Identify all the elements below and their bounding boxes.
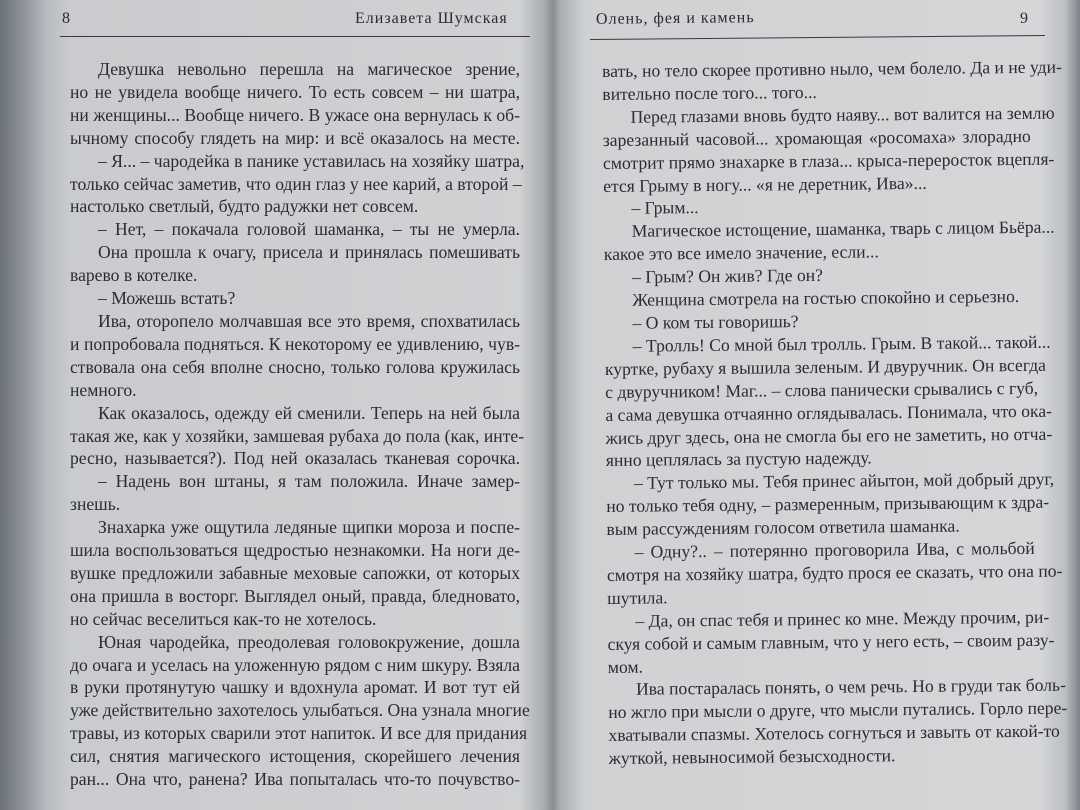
text-line: и попробовала подняться. К некоторому ее удивлению, чув-: [70, 333, 520, 354]
text-line: Знахарка уже ощутила ледяные щипки мороза и поспе-: [98, 517, 520, 538]
text-line: вушке предложили забавные меховые сапожки, от которых: [70, 562, 520, 583]
text-line: – Грым...: [631, 197, 699, 219]
text-line: но только тебя одну, – размеренным, призывающим к здра-: [606, 491, 1050, 517]
text-line: Как оказалось, одежду ей сменили. Теперь на ней была: [98, 402, 520, 423]
text-line: – Тролль! Со мной был тролль. Грым. В такой... такой...: [632, 331, 1051, 356]
text-line: сил, снятия магического истощения, скорейшего лечения: [70, 746, 520, 767]
text-line: жись друг здесь, она не смогла бы его не заметить, но отча-: [605, 423, 1053, 448]
text-line: с двуручником! Маг... – слова панически срывались с губ,: [605, 377, 1039, 402]
text-line: Она прошла к очагу, присела и принялась помешивать: [98, 242, 520, 263]
text-line: – Одну?.. – потерянно проговорила Ива, с мольбой: [634, 537, 1035, 562]
text-line: но сейчас веселиться как-то не хотелось.: [70, 608, 377, 629]
text-line: немного.: [70, 379, 137, 400]
text-line: Юная чародейка, преодолевая головокружение, дошла: [98, 631, 520, 652]
text-line: шутила.: [607, 587, 668, 608]
text-line: зарезанный часовой... хромающая «росомаха» злорадно: [602, 125, 1031, 150]
text-line: ется Грыму в ногу... «я не деретник, Ива»...: [603, 172, 927, 196]
text-line: – Надень вон штаны, я там положила. Иначе замер-: [98, 471, 520, 492]
text-line: скуя собой и самым главным, что у него есть, – своим разу-: [607, 629, 1055, 654]
text-line: но не увидела вообще ничего. То есть совсем – ни шатра,: [70, 81, 520, 102]
text-line: шила воспользоваться щедростью незнакомки. На ноги де-: [70, 540, 520, 561]
text-line: – Тут только мы. Тебя принес айытон, мой добрый друг,: [633, 468, 1055, 494]
right-page-text: [602, 56, 1068, 770]
right-running-head: Олень, фея и камень: [595, 9, 755, 28]
text-line: куртке, рубаху я вышила зеленым. И двуручник. Он всегда: [604, 354, 1047, 379]
text-line: ран... Она что, ранена? Ива попыталась что-то почувство-: [70, 769, 520, 790]
text-line: – Да, он спас тебя и принес ко мне. Между прочим, ри-: [635, 606, 1050, 631]
text-line: – О ком ты говоришь?: [632, 311, 799, 333]
text-line: какое это все имело значение, если...: [603, 241, 879, 265]
text-line: Женщина смотрела на гостью спокойно и серьезно.: [632, 286, 1020, 310]
text-line: – Нет, – покачала головой шаманка, – ты не умерла.: [98, 219, 520, 240]
text-line: только сейчас заметив, что один глаз у нее карий, а второй –: [70, 173, 522, 194]
text-line: ресно, называется?). Под ней оказалась тканевая сорочка.: [70, 448, 520, 469]
text-line: Девушка невольно перешла на магическое зрение,: [98, 59, 520, 79]
text-line: мом.: [607, 656, 644, 677]
text-line: вительно после того... того...: [602, 81, 817, 104]
text-line: Ива постаралась понять, о чем речь. Но в груди так боль-: [635, 675, 1066, 700]
text-line: варево в котелке.: [70, 265, 198, 286]
text-line: уже действительно захотелось улыбаться. Она узнала многие: [70, 700, 530, 721]
text-line: смотрит прямо знахарке в глаза... крыса-переросток вцепля-: [602, 148, 1055, 173]
text-line: – Я... – чародейка в панике уставилась на хозяйку шатра,: [98, 150, 525, 171]
text-line: жуткой, невыносимой безысходности.: [608, 745, 896, 769]
text-line: знешь.: [70, 494, 121, 515]
text-line: ни женщины... Вообще ничего. В ужасе она вернулась к об-: [70, 104, 520, 125]
text-line: Ива, оторопело молчавшая все это время, спохватилась: [98, 310, 520, 331]
text-line: – Грым? Он жив? Где он?: [631, 265, 824, 287]
text-line: ствовала она себя вполне сносно, только голова кружилась: [70, 356, 520, 377]
text-line: травы, из которых сварили этот напиток. И все для придания: [70, 723, 528, 744]
right-header-rule: [590, 35, 1045, 40]
text-line: вать, но тело скорее противно ныло, чем болело. Да и не уди-: [602, 56, 1062, 81]
left-page: [30, 0, 555, 810]
text-line: смотря на хозяйку шатра, будто прося ее сказать, что она по-: [606, 560, 1063, 585]
text-line: Магическое истощение, шаманка, тварь с лицом Бьёра...: [631, 217, 1055, 242]
text-line: хватывали спазмы. Хотелось согнуться и завыть от какой-то: [608, 720, 1060, 746]
left-header-rule: [60, 36, 530, 37]
text-line: вым рассуждениям голосом ответила шаманка.: [606, 515, 960, 540]
text-line: янно цеплялась за пустую надежду.: [605, 447, 872, 471]
text-line: а сама девушка отчаянно оглядывалась. Понимала, что ока-: [605, 400, 1053, 425]
text-line: до очага и уселась на уложенную рядом с ним шкуру. Взяла: [70, 654, 520, 675]
text-line: ычному способу глядеть на мир: и всё оказалось на месте.: [70, 127, 520, 148]
right-page-number: 9: [1020, 10, 1028, 27]
text-line: в руки протянутую чашку и вдохнула аромат. И вот тут ей: [70, 677, 520, 698]
text-line: настолько светлый, будто радужки нет совсем.: [70, 196, 419, 217]
text-line: такая же, как у хозяйки, замшевая рубаха до пола (как, инте-: [70, 425, 525, 446]
text-line: – Можешь встать?: [98, 288, 236, 309]
left-page-text: [70, 58, 530, 791]
text-line: Перед глазами вновь будто наяву... вот валится на землю: [630, 102, 1055, 127]
left-running-head: Елизавета Шумская: [355, 10, 508, 27]
text-line: она пришла в восторг. Выглядел оный, правда, бледновато,: [70, 585, 520, 606]
right-page: [560, 0, 1080, 810]
text-line: но жгло при мысли о друге, что мысли путались. Горло пере-: [608, 697, 1068, 723]
left-page-number: 8: [62, 10, 70, 27]
